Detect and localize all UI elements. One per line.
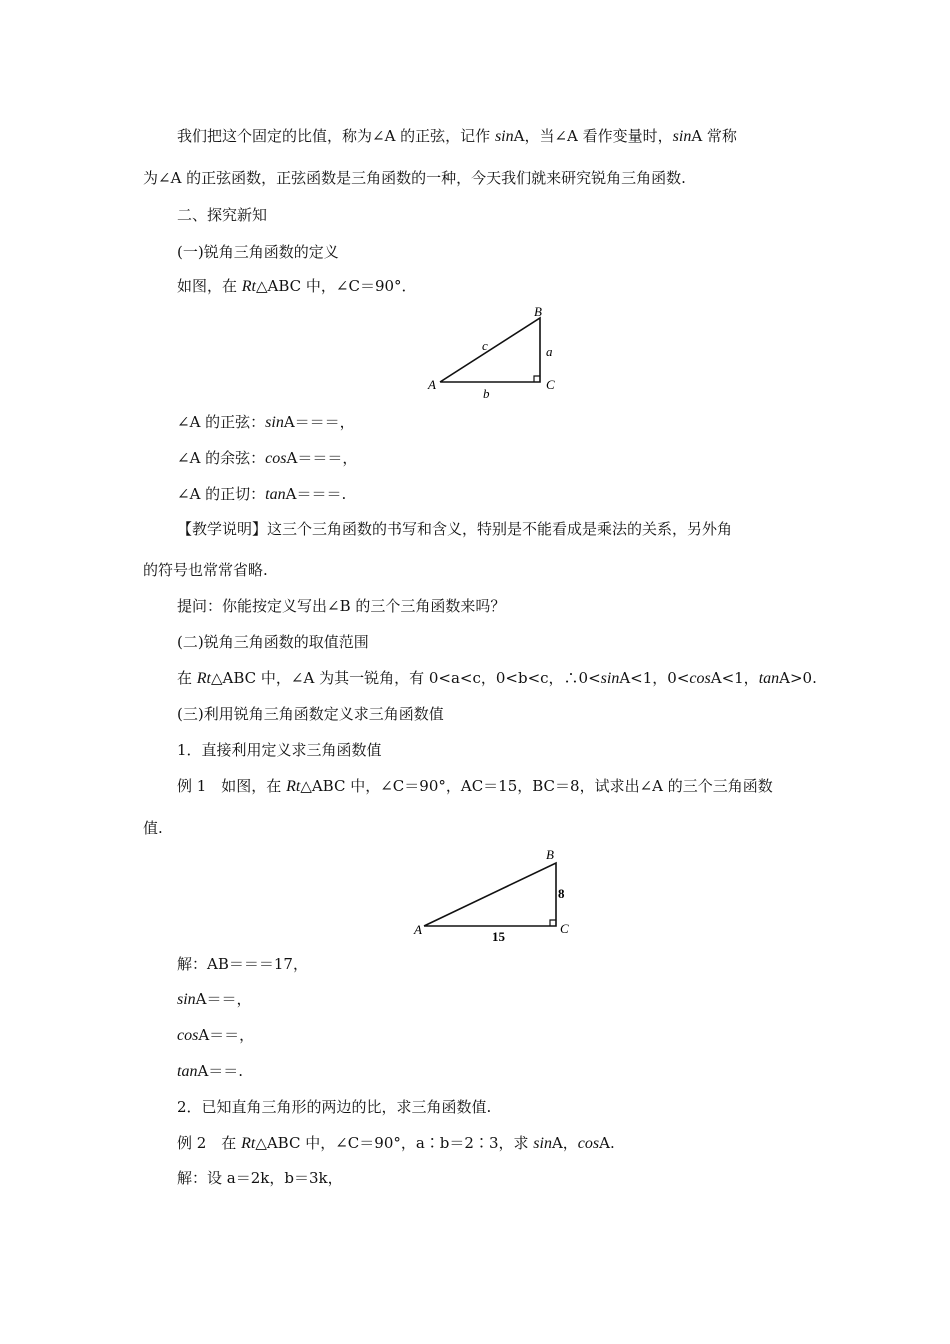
math-fn: sin xyxy=(672,128,692,145)
vertex-a-label: A xyxy=(428,377,436,392)
text: A＝＝＝， xyxy=(283,413,355,431)
paragraph-line xyxy=(177,276,417,297)
triangle-figure-2 xyxy=(410,845,580,945)
text: A<1，0< xyxy=(619,669,690,687)
item-heading: 2．已知直角三角形的两边的比，求三角函数值. xyxy=(177,1098,492,1116)
math-fn: cos xyxy=(689,670,711,687)
text: 在 xyxy=(177,669,197,687)
item-heading: 1．直接利用定义求三角函数值 xyxy=(177,741,382,759)
text: A， xyxy=(551,1134,578,1152)
text: △ABC 中，∠A 为其一锐角，有 0<a<c，0<b<c，∴0< xyxy=(211,669,601,687)
solution-sin xyxy=(177,989,252,1010)
vertex-c-label: C xyxy=(560,921,569,936)
triangle-shape xyxy=(440,318,540,382)
paragraph-line xyxy=(177,126,737,147)
text: A＝＝. xyxy=(197,1062,244,1080)
paragraph-line: 为∠A 的正弦函数，正弦函数是三角函数的一种，今天我们就来研究锐角三角函数. xyxy=(143,169,686,187)
text: 我们把这个固定的比值，称为∠A 的正弦，记作 xyxy=(177,127,495,145)
vertex-a-label: A xyxy=(414,922,422,937)
solution-line: 解：AB＝＝＝17， xyxy=(177,955,308,973)
teaching-note-line: 【教学说明】这三个三角函数的书写和含义，特别是不能看成是乘法的关系，另外角 xyxy=(177,520,733,538)
example-2-line xyxy=(177,1133,615,1154)
vertex-c-label: C xyxy=(546,377,555,392)
example-1-line xyxy=(177,776,773,797)
side-c-label: c xyxy=(482,338,488,353)
vertex-b-label: B xyxy=(534,304,542,319)
math-fn: tan xyxy=(758,670,780,687)
solution-tan xyxy=(177,1061,243,1082)
definition-cos xyxy=(177,448,357,469)
text: 例 2 在 xyxy=(177,1134,242,1152)
math-fn: cos xyxy=(265,450,287,467)
math-fn: sin xyxy=(265,414,284,431)
text: △ABC 中，∠C＝90°，AC＝15，BC＝8，试求出∠A 的三个三角函数 xyxy=(300,777,773,795)
text: △ABC 中，∠C＝90°． xyxy=(256,277,417,295)
math-fn: cos xyxy=(177,1027,199,1044)
text: 如图，在 xyxy=(177,277,242,295)
math-fn: sin xyxy=(533,1135,552,1152)
side-ac-label: 15 xyxy=(492,929,505,944)
math-rt: Rt xyxy=(241,1135,256,1152)
text: A. xyxy=(599,1134,615,1152)
math-fn: cos xyxy=(577,1135,600,1152)
math-fn: sin xyxy=(177,991,196,1008)
teaching-note-line: 的符号也常常省略. xyxy=(143,561,268,579)
solution-line: 解：设 a＝2k，b＝3k， xyxy=(177,1169,343,1187)
text: ∠A 的正弦： xyxy=(177,413,266,431)
vertex-b-label: B xyxy=(546,847,554,862)
math-rt: Rt xyxy=(286,778,301,795)
solution-cos xyxy=(177,1025,254,1046)
definition-tan xyxy=(177,484,346,505)
math-rt: Rt xyxy=(196,670,211,687)
right-angle-mark xyxy=(534,376,540,382)
side-b-label: b xyxy=(483,386,490,401)
side-bc-label: 8 xyxy=(558,886,565,901)
text: A 常称 xyxy=(691,127,737,145)
side-a-label: a xyxy=(546,344,553,359)
math-rt: Rt xyxy=(241,278,256,295)
example-1-line: 值. xyxy=(143,819,163,837)
math-fn: sin xyxy=(494,128,514,145)
text: ∠A 的余弦： xyxy=(177,449,266,467)
math-fn: tan xyxy=(177,1063,198,1080)
text: A＝＝， xyxy=(198,1026,255,1044)
text: A<1， xyxy=(710,669,759,687)
subsection-heading: (三)利用锐角三角函数定义求三角函数值 xyxy=(177,705,444,723)
text: A，当∠A 看作变量时， xyxy=(513,127,673,145)
math-fn: sin xyxy=(600,670,620,687)
text: ∠A 的正切： xyxy=(177,485,266,503)
subsection-heading: (二)锐角三角函数的取值范围 xyxy=(177,633,369,651)
section-heading: 二、探究新知 xyxy=(177,206,268,224)
triangle-figure-1 xyxy=(420,302,570,402)
text: A＝＝＝. xyxy=(285,485,347,503)
math-fn: tan xyxy=(265,486,286,503)
definition-sin xyxy=(177,412,355,433)
subsection-heading: (一)锐角三角函数的定义 xyxy=(177,243,339,261)
question-line: 提问：你能按定义写出∠B 的三个三角函数来吗？ xyxy=(177,597,506,615)
text: A＝＝＝， xyxy=(286,449,358,467)
text: A>0. xyxy=(779,669,817,687)
triangle-shape xyxy=(424,863,556,926)
right-angle-mark xyxy=(550,920,556,926)
text: △ABC 中，∠C＝90°，a∶b＝2∶3，求 xyxy=(255,1134,534,1152)
range-line xyxy=(177,668,817,689)
text: 例 1 如图，在 xyxy=(177,777,287,795)
text: A＝＝， xyxy=(195,990,252,1008)
